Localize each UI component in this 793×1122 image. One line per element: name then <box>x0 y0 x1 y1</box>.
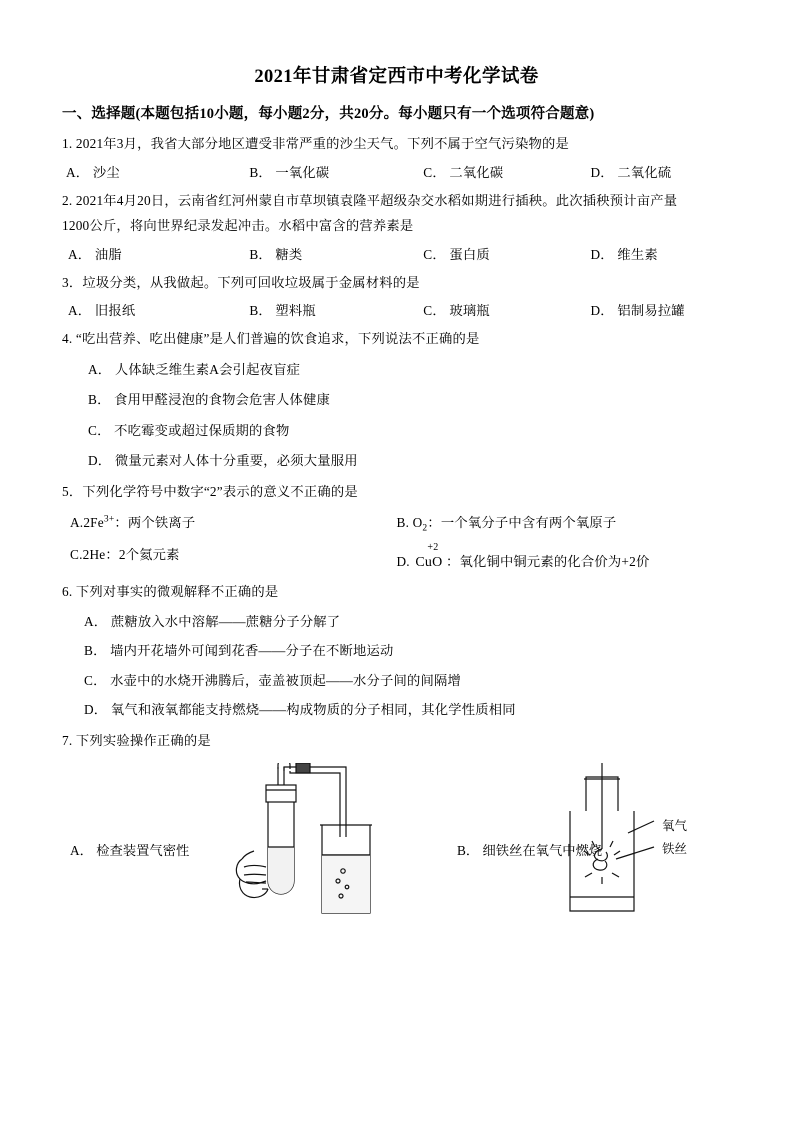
option-d-text: ：氧化铜中铜元素的化合价为+2价 <box>445 553 650 569</box>
option-c[interactable]: C． 二氧化碳 <box>423 164 504 180</box>
option-a-superscript: 3+ <box>103 514 115 525</box>
option-a[interactable]: A． 沙尘 <box>66 164 120 180</box>
question-6-option-c[interactable]: C． 水壶中的水烧开沸腾后，壶盖被顶起——水分子间的间隔增 <box>84 672 462 688</box>
option-d[interactable]: D． 维生素 <box>590 246 658 262</box>
question-2-stem-cont: 1200公斤，将向世界纪录发起冲击。水稻中富含的营养素是 <box>62 218 414 234</box>
question-5-option-c[interactable]: C.2He：2个氦元素 <box>70 546 180 562</box>
question-5-options-row1 <box>62 512 731 534</box>
option-b-prefix: B. O <box>396 515 423 531</box>
option-a[interactable]: A． 旧报纸 <box>68 303 136 319</box>
question-3-stem: 3．垃圾分类，从我做起。下列可回收垃圾属于金属材料的是 <box>62 274 420 290</box>
question-1-options <box>62 162 731 181</box>
option-c[interactable]: C． 蛋白质 <box>423 246 490 262</box>
question-1-stem: 1. 2021年3月，我省大部分地区遭受非常严重的沙尘天气。下列不属于空气污染物的是 <box>62 136 570 151</box>
question-6-option-d[interactable]: D． 氧气和液氧都能支持燃烧——构成物质的分子相同，其化学性质相同 <box>84 702 516 718</box>
question-6-stem: 6. 下列对事实的微观解释不正确的是 <box>62 583 279 599</box>
question-4-stem: 4. “吃出营养、吃出健康”是人们普遍的饮食追求，下列说法不正确的是 <box>62 331 480 347</box>
cuo-text: CuO <box>415 554 443 570</box>
option-c[interactable]: C． 玻璃瓶 <box>423 303 490 319</box>
cuo-formula <box>415 541 443 571</box>
question-4-option-b[interactable]: B． 食用甲醛浸泡的食物会危害人体健康 <box>88 392 331 408</box>
option-b-text: ：一个氧分子中含有两个氧原子 <box>427 515 617 531</box>
question-7-option-b-label[interactable]: B． 细铁丝在氧气中燃烧 <box>457 843 603 859</box>
option-d-prefix: D. <box>396 553 410 569</box>
question-4-option-a[interactable]: A． 人体缺乏维生素A会引起夜盲症 <box>88 361 301 377</box>
option-a-prefix: A.2Fe <box>70 515 104 531</box>
question-5-option-d[interactable] <box>396 541 732 571</box>
option-b[interactable]: B． 塑料瓶 <box>249 303 316 319</box>
option-b[interactable]: B． 糖类 <box>249 246 303 262</box>
label-oxygen: 氧气 <box>662 819 688 834</box>
question-5-stem: 5．下列化学符号中数字“2”表示的意义不正确的是 <box>62 483 358 499</box>
page-title: 2021年甘肃省定西市中考化学试卷 <box>254 67 539 87</box>
question-6-option-a[interactable]: A． 蔗糖放入水中溶解——蔗糖分子分解了 <box>84 613 341 629</box>
label-iron-wire: 铁丝 <box>662 842 688 857</box>
question-4-option-c[interactable]: C． 不吃霉变或超过保质期的食物 <box>88 422 290 438</box>
option-d[interactable]: D． 铝制易拉罐 <box>590 303 685 319</box>
question-7-option-a-label[interactable]: A． 检查装置气密性 <box>70 843 190 859</box>
option-b[interactable]: B． 一氧化碳 <box>249 164 330 180</box>
figure-b-labels <box>662 815 687 861</box>
question-4-option-d[interactable]: D． 微量元素对人体十分重要，必须大量服用 <box>88 453 358 469</box>
question-2-stem: 2. 2021年4月20日，云南省红河州蒙自市草坝镇袁隆平超级杂交水稻如期进行插秧。此次插秧预计亩产量 <box>62 192 678 208</box>
question-7-stem: 7. 下列实验操作正确的是 <box>62 732 211 748</box>
question-2-options <box>62 244 731 263</box>
iron-wire-in-oxygen-figure <box>542 763 682 938</box>
option-d[interactable]: D． 二氧化硫 <box>590 164 672 180</box>
option-a-text: ：两个铁离子 <box>114 515 196 531</box>
airtightness-apparatus-figure <box>210 763 410 938</box>
question-3-options <box>62 300 731 319</box>
oxidation-number: +2 <box>427 541 439 553</box>
option-a[interactable]: A． 油脂 <box>68 246 122 262</box>
section-heading-choice: 一、选择题(本题包括10小题，每小题2分，共20分。每小题只有一个选项符合题意) <box>62 106 595 122</box>
question-7-figures <box>62 763 731 938</box>
option-b-subscript: 2 <box>422 523 428 534</box>
question-5-options-row2 <box>62 541 731 571</box>
question-5-option-b[interactable] <box>397 512 732 534</box>
question-5-option-a[interactable] <box>62 512 397 534</box>
question-6-option-b[interactable]: B． 墙内开花墙外可闻到花香——分子在不断地运动 <box>84 643 394 659</box>
